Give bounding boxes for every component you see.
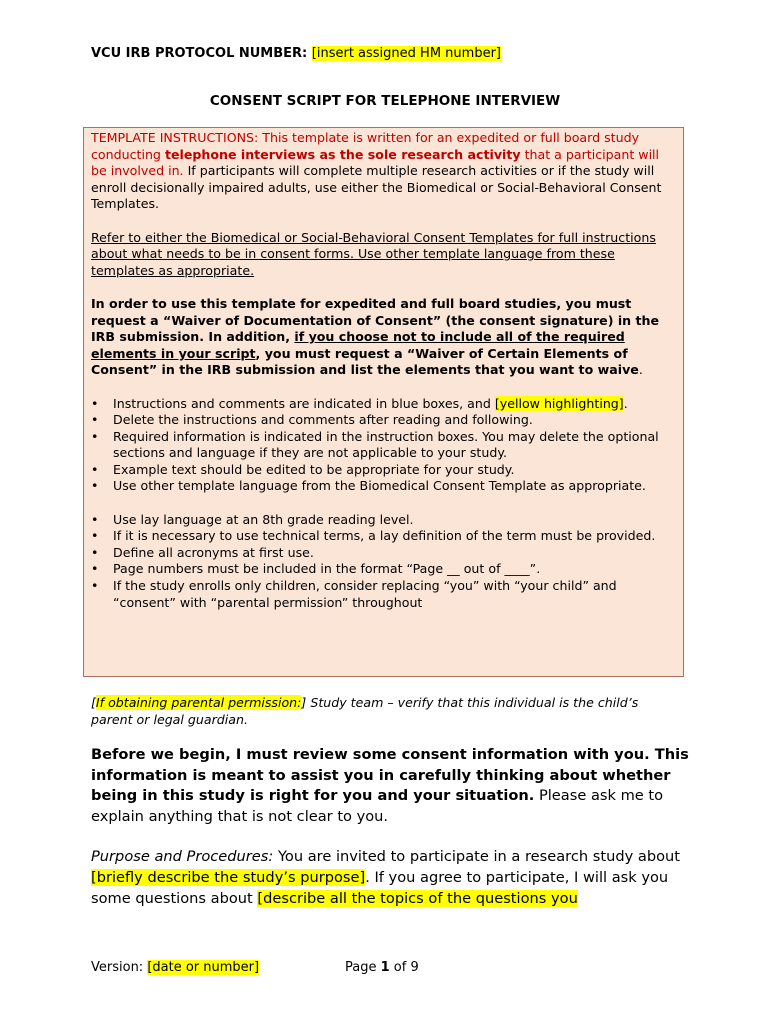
waiver-period: . <box>638 362 643 378</box>
waiver-text-a: In order to use this template for expedited and full board studies, you must request a “Waiver of Documentation of Consent” (the consent signature) in the IRB submission. In addition, <box>91 295 660 345</box>
template-instructions-box <box>83 127 684 677</box>
parental-highlight: If obtaining parental permission: <box>95 695 302 710</box>
instructions-black-text: If participants will complete multiple research activities or if the study will enroll decisionally impaired adults, use either the Biomedical or Social-Behavioral Consent Templates. <box>91 163 662 212</box>
purpose-text-a: You are invited to participate in a research study about <box>273 848 680 866</box>
instructions-bullets-2 <box>91 512 676 612</box>
intro-rest: Please ask me to explain anything that is not clear to you. <box>91 787 664 825</box>
protocol-placeholder: [insert assigned HM number] <box>311 46 501 61</box>
instructions-paragraph-3 <box>91 296 676 379</box>
version-placeholder: [date or number] <box>147 960 260 975</box>
consent-body <box>91 745 691 909</box>
intro-bold: Before we begin, I must review some consent information with you. This information is meant to assist you in carefully thinking about whether being in this study is right for you and your situation. <box>91 746 689 805</box>
footer-page-number <box>345 960 419 975</box>
list-item <box>91 396 676 413</box>
purpose-placeholder-2: [describe all the topics of the questions you <box>257 889 578 907</box>
intro-paragraph <box>91 745 691 827</box>
purpose-paragraph <box>91 847 691 909</box>
list-item: • Page numbers must be included in the format “Page __ out of ____”. <box>91 561 676 578</box>
list-item: • Required information is indicated in the instruction boxes. You may delete the optional sections and language if they are not applicable to your study. <box>91 429 676 462</box>
parental-permission-note <box>91 695 671 728</box>
list-item: • If the study enrolls only children, consider replacing “you” with “your child” and “consent” with “parental permission” throughout <box>91 578 676 611</box>
instructions-red-bold: telephone interviews as the sole research activity <box>164 146 521 162</box>
bullet-period: . <box>623 395 628 411</box>
instructions-red-text: TEMPLATE INSTRUCTIONS: This template is written for an expedited or full board study conducting <box>91 130 640 162</box>
document-title: CONSENT SCRIPT FOR TELEPHONE INTERVIEW <box>209 93 561 109</box>
waiver-underlined: if you choose not to include all of the required elements in your script <box>91 329 625 361</box>
page-total: 9 <box>410 960 419 975</box>
purpose-label: Purpose and Procedures: <box>91 848 274 866</box>
footer-version <box>91 960 259 975</box>
bullet-text: Instructions and comments are indicated in blue boxes, and <box>113 395 495 411</box>
protocol-number-line <box>91 46 501 61</box>
instructions-paragraph-1 <box>91 130 676 213</box>
list-item: • If it is necessary to use technical terms, a lay definition of the term must be provided. <box>91 528 676 545</box>
version-label: Version: <box>91 960 148 975</box>
list-item: • Use other template language from the Biomedical Consent Template as appropriate. <box>91 478 676 495</box>
instructions-red-text-2: that a participant will be involved in. <box>91 146 660 179</box>
purpose-placeholder-1: [briefly describe the study’s purpose] <box>91 868 366 886</box>
list-item: • Example text should be edited to be appropriate for your study. <box>91 462 676 479</box>
page-current: 1 <box>380 960 390 975</box>
list-item: • Use lay language at an 8th grade reading level. <box>91 512 676 529</box>
waiver-text-b: , you must request a “Waiver of Certain Elements of Consent” in the IRB submission and list the elements that you want to waive <box>91 345 639 378</box>
protocol-label: VCU IRB PROTOCOL NUMBER: <box>91 46 308 61</box>
list-item: • Define all acronyms at first use. <box>91 545 676 562</box>
bracket-open: [ <box>91 695 96 710</box>
yellow-highlight-sample: [yellow highlighting] <box>494 395 624 411</box>
page-of: of <box>389 960 411 975</box>
parental-rest: ] Study team – verify that this individual is the child’s parent or legal guardian. <box>91 695 639 727</box>
list-item: • Delete the instructions and comments after reading and following. <box>91 412 676 429</box>
instructions-bullets-1 <box>91 396 676 496</box>
instructions-paragraph-2: Refer to either the Biomedical or Social-Behavioral Consent Templates for full instructions about what needs to be in consent forms. Use other template language from these templates as appropriate. <box>91 229 656 278</box>
page-label: Page <box>345 960 381 975</box>
purpose-text-b: . If you agree to participate, I will ask you some questions about <box>91 868 669 907</box>
